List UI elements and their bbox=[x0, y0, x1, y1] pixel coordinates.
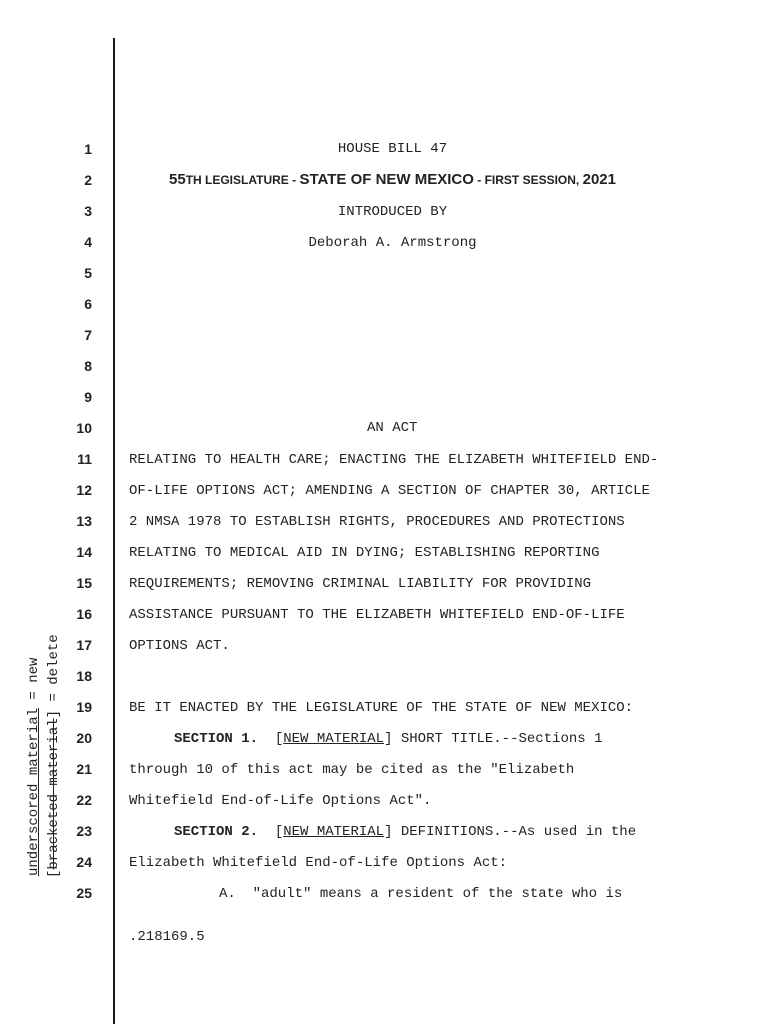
line-number: 4 bbox=[84, 234, 92, 250]
line-number: 10 bbox=[76, 420, 92, 436]
legislature-heading bbox=[115, 171, 670, 189]
line-number: 5 bbox=[84, 265, 92, 281]
text-line-24: Elizabeth Whitefield End-of-Life Options Act: bbox=[129, 855, 508, 871]
legend-bracketed: bracketed material bbox=[46, 718, 62, 870]
line-number: 25 bbox=[76, 885, 92, 901]
legend-underscored: underscored material bbox=[26, 707, 42, 876]
line-number: 11 bbox=[77, 451, 92, 467]
line-number: 13 bbox=[76, 513, 92, 529]
section-1-label: SECTION 1. bbox=[174, 731, 259, 747]
new-material-marker: NEW MATERIAL bbox=[283, 731, 385, 747]
line-number: 21 bbox=[76, 761, 92, 777]
session-label: - FIRST SESSION, bbox=[473, 173, 583, 187]
line-number: 7 bbox=[84, 327, 92, 343]
text-line-22: Whitefield End-of-Life Options Act". bbox=[129, 793, 432, 809]
line-number: 12 bbox=[76, 482, 92, 498]
line-number: 17 bbox=[76, 637, 92, 653]
introduced-by: INTRODUCED BY bbox=[337, 204, 448, 220]
line-number: 19 bbox=[76, 699, 92, 715]
legislature-number: 55 bbox=[169, 171, 186, 188]
line-number: 22 bbox=[76, 792, 92, 808]
text-line-13: 2 NMSA 1978 TO ESTABLISH RIGHTS, PROCEDURES AND PROTECTIONS bbox=[129, 514, 625, 530]
section-1-title: ] SHORT TITLE.--Sections 1 bbox=[384, 731, 603, 747]
session-year: 2021 bbox=[582, 171, 616, 188]
sponsor-name: Deborah A. Armstrong bbox=[308, 235, 477, 251]
section-2-label: SECTION 2. bbox=[174, 824, 259, 840]
line-number: 18 bbox=[76, 668, 92, 684]
line-number: 20 bbox=[76, 730, 92, 746]
new-material-marker: NEW MATERIAL bbox=[283, 824, 385, 840]
bracket-open: [ bbox=[274, 824, 284, 840]
legislature-label: TH LEGISLATURE - bbox=[185, 173, 300, 187]
section-2-title: ] DEFINITIONS.--As used in the bbox=[384, 824, 637, 840]
line-number: 9 bbox=[84, 389, 92, 405]
legend-delete-label: = delete bbox=[46, 634, 62, 710]
line-number: 23 bbox=[76, 823, 92, 839]
line-number: 15 bbox=[76, 575, 92, 591]
text-line-11: RELATING TO HEALTH CARE; ENACTING THE ELIZABETH WHITEFIELD END- bbox=[129, 452, 659, 468]
text-line-16: ASSISTANCE PURSUANT TO THE ELIZABETH WHITEFIELD END-OF-LIFE bbox=[129, 607, 625, 623]
legend-bracket-open: [ bbox=[46, 869, 62, 878]
line-number: 8 bbox=[84, 358, 92, 374]
legend-delete bbox=[46, 634, 62, 878]
text-line-25: A. "adult" means a resident of the state who is bbox=[219, 886, 623, 902]
line-number: 3 bbox=[84, 203, 92, 219]
text-line-17: OPTIONS ACT. bbox=[129, 638, 230, 654]
line-number: 24 bbox=[76, 854, 92, 870]
line-number: 6 bbox=[84, 296, 92, 312]
legend-new bbox=[26, 658, 42, 876]
text-line-21: through 10 of this act may be cited as the "Elizabeth bbox=[129, 762, 575, 778]
text-line-19: BE IT ENACTED BY THE LEGISLATURE OF THE STATE OF NEW MEXICO: bbox=[129, 700, 634, 716]
bracket-open: [ bbox=[274, 731, 284, 747]
line-number: 2 bbox=[84, 172, 92, 188]
line-number: 14 bbox=[76, 544, 92, 560]
bill-code: .218169.5 bbox=[129, 929, 205, 945]
text-line-15: REQUIREMENTS; REMOVING CRIMINAL LIABILITY FOR PROVIDING bbox=[129, 576, 592, 592]
line-number: 1 bbox=[84, 141, 92, 157]
text-line-12: OF-LIFE OPTIONS ACT; AMENDING A SECTION OF CHAPTER 30, ARTICLE bbox=[129, 483, 650, 499]
bill-title: HOUSE BILL 47 bbox=[337, 141, 448, 157]
text-line-23 bbox=[174, 824, 636, 840]
text-line-20 bbox=[174, 731, 603, 747]
legend-bracket-close: ] bbox=[46, 709, 62, 719]
state-name: STATE OF NEW MEXICO bbox=[299, 171, 474, 188]
act-heading: AN ACT bbox=[367, 420, 418, 436]
legend-new-label: = new bbox=[26, 657, 42, 708]
line-number: 16 bbox=[76, 606, 92, 622]
text-line-14: RELATING TO MEDICAL AID IN DYING; ESTABLISHING REPORTING bbox=[129, 545, 600, 561]
